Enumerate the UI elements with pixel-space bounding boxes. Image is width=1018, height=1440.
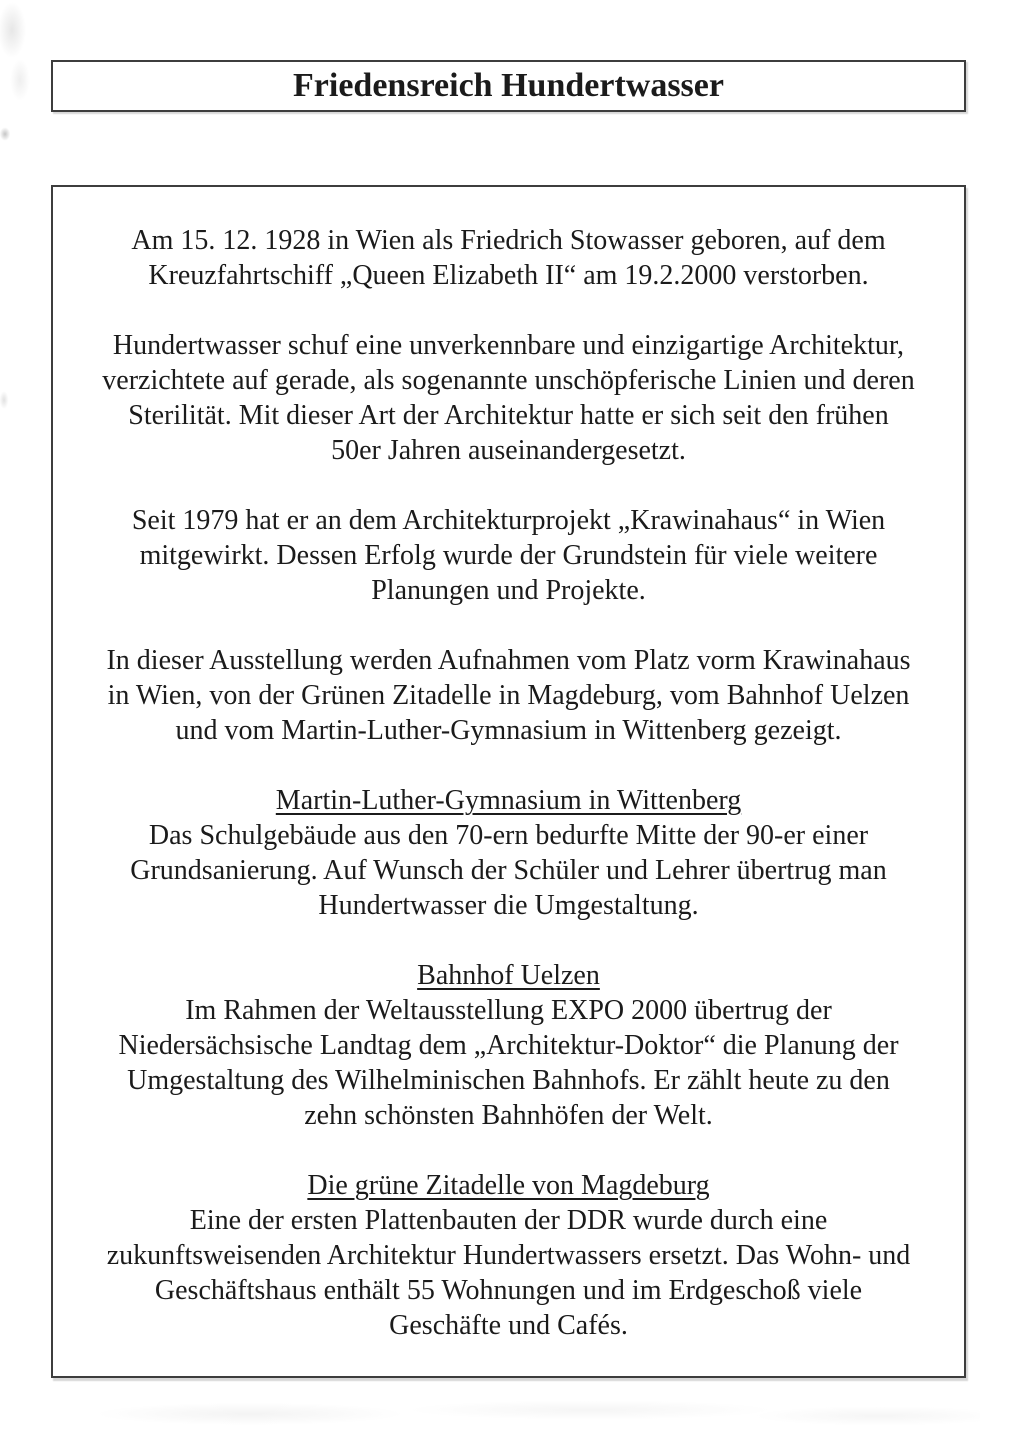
- text-line: zehn schönsten Bahnhöfen der Welt.: [304, 1100, 713, 1131]
- text-line: zukunftsweisenden Architektur Hundertwassers ersetzt. Das Wohn- und: [106, 1240, 911, 1271]
- scan-artifact-left-edge: [0, 124, 16, 146]
- text-line: 50er Jahren auseinandergesetzt.: [331, 435, 686, 466]
- scan-artifact-left-middle: [0, 386, 14, 416]
- paragraph-krawinahaus: [59, 503, 958, 608]
- text-line: Hundertwasser schuf eine unverkennbare und einzigartige Architektur,: [112, 330, 905, 361]
- text-line: Umgestaltung des Wilhelminischen Bahnhofs. Er zählt heute zu den: [127, 1065, 890, 1096]
- text-line: mitgewirkt. Dessen Erfolg wurde der Grundstein für viele weitere: [139, 540, 878, 571]
- text-line: verzichtete auf gerade, als sogenannte unschöpferische Linien und deren: [102, 365, 915, 396]
- text-line: Niedersächsische Landtag dem „Architektur-Doktor“ die Planung der: [118, 1030, 899, 1061]
- page-title: Friedensreich Hundertwasser: [293, 67, 724, 104]
- paragraph-exhibition: [59, 643, 958, 748]
- text-line: Im Rahmen der Weltausstellung EXPO 2000 übertrug der: [185, 995, 832, 1026]
- text-line: Das Schulgebäude aus den 70-ern bedurfte Mitte der 90-er einer: [148, 820, 869, 851]
- text-line: Geschäfte und Cafés.: [389, 1310, 628, 1341]
- scan-artifact-top-left: [0, 0, 42, 118]
- title-box: [51, 60, 966, 112]
- text-line: und vom Martin-Luther-Gymnasium in Wittenberg gezeigt.: [175, 715, 842, 746]
- text-line: Planungen und Projekte.: [371, 575, 646, 606]
- text-line: In dieser Ausstellung werden Aufnahmen vom Platz vorm Krawinahaus: [106, 645, 911, 676]
- text-line: Grundsanierung. Auf Wunsch der Schüler und Lehrer übertrug man: [130, 855, 887, 886]
- section-bahnhof-uelzen: [59, 958, 958, 1133]
- section-martin-luther-gymnasium: [59, 783, 958, 923]
- text-line: Am 15. 12. 1928 in Wien als Friedrich Stowasser geboren, auf dem: [131, 225, 886, 256]
- scan-artifact-bottom: [30, 1392, 980, 1436]
- text-line: in Wien, von der Grünen Zitadelle in Magdeburg, vom Bahnhof Uelzen: [107, 680, 910, 711]
- paragraph-birth-death: [59, 223, 958, 293]
- paragraph-architecture: [59, 328, 958, 468]
- text-line: Seit 1979 hat er an dem Architekturprojekt „Krawinahaus“ in Wien: [131, 505, 886, 536]
- text-line: Geschäftshaus enthält 55 Wohnungen und im Erdgeschoß viele: [154, 1275, 863, 1306]
- text-line: Kreuzfahrtschiff „Queen Elizabeth II“ am 19.2.2000 verstorben.: [148, 260, 869, 291]
- section-heading: Martin-Luther-Gymnasium in Wittenberg: [275, 785, 742, 816]
- section-heading: Die grüne Zitadelle von Magdeburg: [307, 1170, 710, 1201]
- section-heading: Bahnhof Uelzen: [417, 960, 600, 991]
- section-gruene-zitadelle: [59, 1168, 958, 1343]
- text-line: Eine der ersten Plattenbauten der DDR wurde durch eine: [189, 1205, 828, 1236]
- content-box: [51, 185, 966, 1378]
- text-line: Sterilität. Mit dieser Art der Architektur hatte er sich seit den frühen: [128, 400, 889, 431]
- text-line: Hundertwasser die Umgestaltung.: [318, 890, 699, 921]
